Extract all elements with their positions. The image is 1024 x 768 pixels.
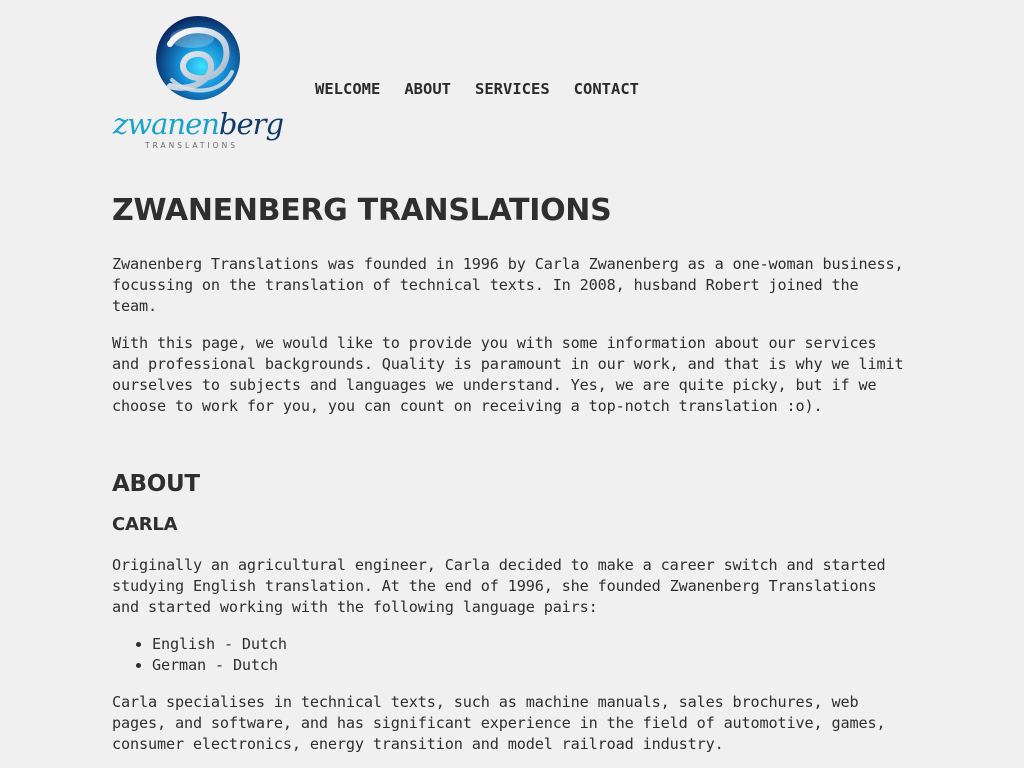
list-item: • German - Dutch (152, 655, 912, 676)
main-content (112, 190, 912, 755)
language-pairs-list (112, 634, 912, 676)
main-nav (315, 80, 663, 98)
logo-tagline-text: TRANSLATIONS (145, 141, 238, 150)
globe-icon (156, 16, 240, 100)
zwanenberg-logo[interactable] (112, 14, 288, 162)
intro-paragraph-2: With this page, we would like to provide you with some information about our services and professional backgrounds. Quality is paramount in our work, and that is why we limit ourselves to subjects and languages we understand. Yes, we are quite picky, but if we choose to work for you, you can count on receiving a top-notch translation :o). (112, 334, 904, 415)
nav-item-contact[interactable]: CONTACT (573, 80, 639, 98)
nav-item-welcome[interactable]: WELCOME (315, 80, 381, 98)
carla-heading: CARLA (112, 514, 178, 535)
list-item: • English - Dutch (152, 634, 912, 655)
nav-item-about[interactable]: ABOUT (404, 80, 451, 98)
carla-paragraph-1: Originally an agricultural engineer, Carla decided to make a career switch and started studying English translation. At the end of 1996, she founded Zwanenberg Translations and started working with the following language pairs: (112, 556, 886, 616)
page-title: ZWANENBERG TRANSLATIONS (112, 193, 612, 228)
about-heading: ABOUT (112, 471, 200, 497)
logo-brand-text: zwanenberg (113, 107, 284, 141)
carla-paragraph-2: Carla specialises in technical texts, such as machine manuals, sales brochures, web pages, and software, and has significant experience in the field of automotive, games, consumer electronics, energy transition and model railroad industry. (112, 693, 886, 753)
intro-paragraph-1: Zwanenberg Translations was founded in 1996 by Carla Zwanenberg as a one-woman business, focussing on the translation of technical texts. In 2008, husband Robert joined the team. (112, 255, 904, 315)
site-header (112, 14, 912, 164)
nav-item-services[interactable]: SERVICES (475, 80, 550, 98)
